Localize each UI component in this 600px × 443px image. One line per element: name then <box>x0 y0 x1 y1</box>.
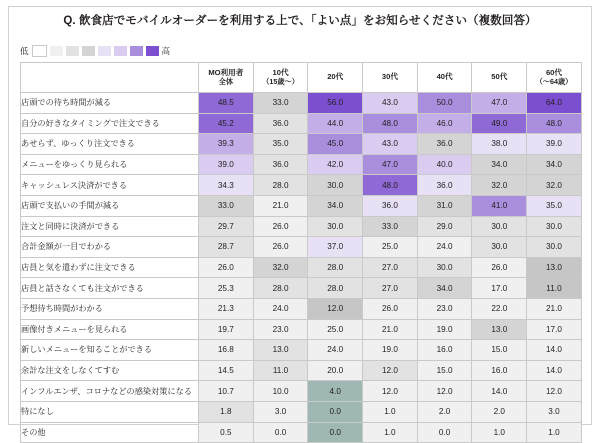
column-header-0-sub: 全体 <box>218 76 234 86</box>
cell-value: 19.7 <box>199 319 254 340</box>
cell-value: 15.0 <box>472 340 527 361</box>
cell-value: 0.0 <box>417 422 472 443</box>
cell-value: 10.7 <box>199 381 254 402</box>
column-header-5-label: 50代 <box>491 72 508 82</box>
table-row <box>21 360 582 381</box>
column-header-1 <box>253 63 308 93</box>
table-row <box>21 216 582 237</box>
cell-value: 34.0 <box>472 154 527 175</box>
cell-value: 48.0 <box>363 113 418 134</box>
column-header-0-label: MO利用者 <box>208 68 244 77</box>
column-header-2 <box>308 63 363 93</box>
cell-value: 28.0 <box>253 175 308 196</box>
table-row <box>21 175 582 196</box>
cell-value: 56.0 <box>308 93 363 114</box>
table-row <box>21 134 582 155</box>
cell-value: 47.0 <box>363 154 418 175</box>
column-header-6 <box>527 63 582 93</box>
row-label: 特になし <box>21 401 199 422</box>
cell-value: 48.5 <box>199 93 254 114</box>
cell-value: 28.7 <box>199 237 254 258</box>
cell-value: 36.0 <box>363 195 418 216</box>
column-header-4-label: 40代 <box>436 72 453 82</box>
cell-value: 36.0 <box>253 113 308 134</box>
header-corner <box>21 63 199 93</box>
cell-value: 17.0 <box>527 319 582 340</box>
cell-value: 13.0 <box>253 340 308 361</box>
cell-value: 2.0 <box>417 401 472 422</box>
column-header-5 <box>472 63 527 93</box>
cell-value: 30.0 <box>527 216 582 237</box>
cell-value: 30.0 <box>308 175 363 196</box>
column-header-3-label: 30代 <box>381 72 398 82</box>
cell-value: 14.0 <box>527 360 582 381</box>
cell-value: 25.0 <box>308 319 363 340</box>
column-header-0 <box>199 63 254 93</box>
legend-swatch-0 <box>32 45 47 57</box>
cell-value: 32.0 <box>472 175 527 196</box>
cell-value: 1.0 <box>527 422 582 443</box>
cell-value: 35.0 <box>253 134 308 155</box>
cell-value: 19.0 <box>363 340 418 361</box>
row-label: 店員と話さなくても注文ができる <box>21 278 199 299</box>
legend-swatch-5 <box>114 46 127 56</box>
legend-low-label: 低 <box>20 45 29 56</box>
cell-value: 29.0 <box>417 216 472 237</box>
cell-value: 48.0 <box>363 175 418 196</box>
row-label: 画像付きメニューを見られる <box>21 319 199 340</box>
column-header-6-sub: （〜64歳） <box>535 76 573 86</box>
cell-value: 25.0 <box>363 237 418 258</box>
legend-swatch-4 <box>98 46 111 56</box>
cell-value: 28.0 <box>308 278 363 299</box>
row-label: 予想待ち時間がわかる <box>21 298 199 319</box>
cell-value: 14.5 <box>199 360 254 381</box>
table-row <box>21 93 582 114</box>
row-label: 店頭で支払いの手間が減る <box>21 195 199 216</box>
cell-value: 12.0 <box>363 381 418 402</box>
cell-value: 1.8 <box>199 401 254 422</box>
cell-value: 14.0 <box>527 340 582 361</box>
cell-value: 3.0 <box>527 401 582 422</box>
row-label: 店頭での待ち時間が減る <box>21 93 199 114</box>
cell-value: 1.0 <box>363 422 418 443</box>
cell-value: 24.0 <box>417 237 472 258</box>
cell-value: 38.0 <box>472 134 527 155</box>
legend-swatch-2 <box>66 46 79 56</box>
column-header-2-label: 20代 <box>327 72 344 82</box>
row-label: 注文と同時に決済ができる <box>21 216 199 237</box>
cell-value: 34.3 <box>199 175 254 196</box>
cell-value: 44.0 <box>308 113 363 134</box>
cell-value: 30.0 <box>417 257 472 278</box>
header-row <box>21 63 582 93</box>
cell-value: 24.0 <box>308 340 363 361</box>
cell-value: 26.0 <box>472 257 527 278</box>
cell-value: 41.0 <box>472 195 527 216</box>
cell-value: 34.0 <box>308 195 363 216</box>
table-row <box>21 154 582 175</box>
cell-value: 43.0 <box>363 93 418 114</box>
cell-value: 29.7 <box>199 216 254 237</box>
table-row <box>21 298 582 319</box>
cell-value: 26.0 <box>199 257 254 278</box>
cell-value: 13.0 <box>472 319 527 340</box>
cell-value: 21.0 <box>363 319 418 340</box>
cell-value: 11.0 <box>253 360 308 381</box>
table-row <box>21 401 582 422</box>
cell-value: 16.8 <box>199 340 254 361</box>
cell-value: 15.0 <box>417 360 472 381</box>
cell-value: 0.5 <box>199 422 254 443</box>
cell-value: 25.3 <box>199 278 254 299</box>
color-scale-legend <box>20 45 170 57</box>
cell-value: 39.0 <box>199 154 254 175</box>
row-label: インフルエンザ、コロナなどの感染対策になる <box>21 381 199 402</box>
cell-value: 28.0 <box>308 257 363 278</box>
cell-value: 27.0 <box>363 257 418 278</box>
cell-value: 45.0 <box>308 134 363 155</box>
cell-value: 33.0 <box>253 93 308 114</box>
cell-value: 31.0 <box>417 195 472 216</box>
cell-value: 42.0 <box>308 154 363 175</box>
column-header-6-label: 60代 <box>545 68 562 77</box>
cell-value: 0.0 <box>253 422 308 443</box>
cell-value: 35.0 <box>527 195 582 216</box>
row-label: キャッシュレス決済ができる <box>21 175 199 196</box>
table-row <box>21 195 582 216</box>
cell-value: 16.0 <box>417 340 472 361</box>
legend-swatch-6 <box>130 46 143 56</box>
table-body <box>21 93 582 443</box>
cell-value: 32.0 <box>527 175 582 196</box>
cell-value: 19.0 <box>417 319 472 340</box>
cell-value: 12.0 <box>417 381 472 402</box>
row-label: 合計金額が一目でわかる <box>21 237 199 258</box>
table-row <box>21 113 582 134</box>
row-label: 店員と気を遣わずに注文できる <box>21 257 199 278</box>
cell-value: 48.0 <box>527 113 582 134</box>
cell-value: 10.0 <box>253 381 308 402</box>
table-row <box>21 278 582 299</box>
table-row <box>21 381 582 402</box>
cell-value: 33.0 <box>363 216 418 237</box>
table-row <box>21 422 582 443</box>
cell-value: 47.0 <box>472 93 527 114</box>
cell-value: 50.0 <box>417 93 472 114</box>
page-title: Q. 飲食店でモバイルオーダーを利用する上で、「よい点」をお知らせください（複数回答） <box>63 15 537 27</box>
cell-value: 0.0 <box>308 422 363 443</box>
cell-value: 26.0 <box>253 216 308 237</box>
cell-value: 26.0 <box>363 298 418 319</box>
cell-value: 14.0 <box>472 381 527 402</box>
cell-value: 64.0 <box>527 93 582 114</box>
cell-value: 12.0 <box>308 298 363 319</box>
legend-swatch-1 <box>50 46 63 56</box>
cell-value: 23.0 <box>417 298 472 319</box>
legend-swatch-7 <box>146 46 159 56</box>
cell-value: 2.0 <box>472 401 527 422</box>
cell-value: 27.0 <box>363 278 418 299</box>
cell-value: 30.0 <box>527 237 582 258</box>
cell-value: 39.3 <box>199 134 254 155</box>
table-row <box>21 257 582 278</box>
cell-value: 33.0 <box>199 195 254 216</box>
cell-value: 30.0 <box>472 237 527 258</box>
cell-value: 11.0 <box>527 278 582 299</box>
cell-value: 45.2 <box>199 113 254 134</box>
row-label: その他 <box>21 422 199 443</box>
cell-value: 46.0 <box>417 113 472 134</box>
cell-value: 36.0 <box>417 134 472 155</box>
cell-value: 13.0 <box>527 257 582 278</box>
legend-swatch-3 <box>82 46 95 56</box>
row-label: メニューをゆっくり見られる <box>21 154 199 175</box>
cell-value: 12.0 <box>363 360 418 381</box>
legend-high-label: 高 <box>161 45 171 56</box>
cell-value: 24.0 <box>253 298 308 319</box>
column-header-3 <box>363 63 418 93</box>
cell-value: 36.0 <box>253 154 308 175</box>
cell-value: 21.3 <box>199 298 254 319</box>
cell-value: 32.0 <box>253 257 308 278</box>
cell-value: 1.0 <box>472 422 527 443</box>
cell-value: 16.0 <box>472 360 527 381</box>
column-header-1-sub: （15歳〜） <box>262 76 299 86</box>
cell-value: 34.0 <box>417 278 472 299</box>
row-label: あせらず、ゆっくり注文できる <box>21 134 199 155</box>
cell-value: 40.0 <box>417 154 472 175</box>
cell-value: 30.0 <box>308 216 363 237</box>
column-header-4 <box>417 63 472 93</box>
cell-value: 12.0 <box>527 381 582 402</box>
cell-value: 1.0 <box>363 401 418 422</box>
row-label: 新しいメニューを知ることができる <box>21 340 199 361</box>
table-header <box>21 63 582 93</box>
table-row <box>21 237 582 258</box>
cell-value: 36.0 <box>417 175 472 196</box>
cell-value: 49.0 <box>472 113 527 134</box>
cell-value: 20.0 <box>308 360 363 381</box>
cell-value: 17.0 <box>472 278 527 299</box>
cell-value: 39.0 <box>527 134 582 155</box>
cell-value: 21.0 <box>253 195 308 216</box>
table-row <box>21 319 582 340</box>
cell-value: 43.0 <box>363 134 418 155</box>
cell-value: 22.0 <box>472 298 527 319</box>
cell-value: 37.0 <box>308 237 363 258</box>
row-label: 自分の好きなタイミングで注文できる <box>21 113 199 134</box>
row-label: 余計な注文をしなくてすむ <box>21 360 199 381</box>
cell-value: 0.0 <box>308 401 363 422</box>
cell-value: 28.0 <box>253 278 308 299</box>
cell-value: 21.0 <box>527 298 582 319</box>
cell-value: 26.0 <box>253 237 308 258</box>
cell-value: 4.0 <box>308 381 363 402</box>
cell-value: 30.0 <box>472 216 527 237</box>
heatmap-table <box>20 62 582 443</box>
cell-value: 23.0 <box>253 319 308 340</box>
table-row <box>21 340 582 361</box>
cell-value: 3.0 <box>253 401 308 422</box>
column-header-1-label: 10代 <box>272 68 289 77</box>
cell-value: 34.0 <box>527 154 582 175</box>
